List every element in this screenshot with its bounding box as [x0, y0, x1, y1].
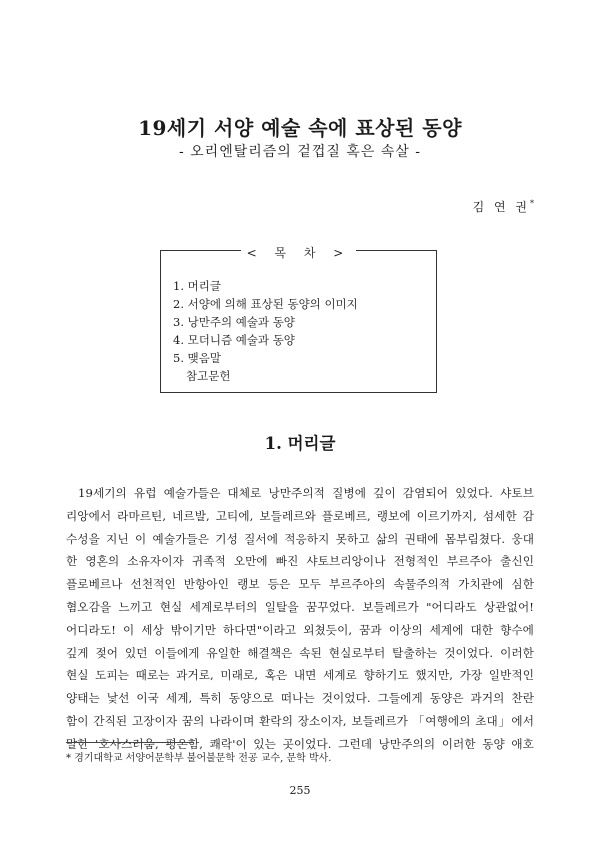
body-line: 한 영혼의 소유자이자 귀족적 오만에 빠진 샤토브리앙이나 전형적인 부르주아 출신인	[66, 554, 534, 569]
body-line: 양태는 낯선 이국 세계, 특히 동양으로 떠나는 것이었다. 그들에게 동양은 과거의 찬란	[66, 691, 534, 706]
toc-item: 참고문헌	[186, 369, 231, 383]
toc-item: 3. 낭만주의 예술과 동양	[173, 315, 295, 329]
page-number: 255	[289, 784, 311, 797]
toc-header: < 목 차 >	[241, 246, 357, 260]
toc-item: 1. 머리글	[173, 279, 221, 293]
body-line: 함이 간직된 고장이자 꿈의 나라이며 환락의 장소이자, 보들레르가 「여행에의 초대」에서	[66, 713, 534, 728]
body-paragraph	[66, 482, 534, 756]
body-line: 수성을 지닌 이 예술가들은 기성 질서에 적응하지 못하고 삶의 권태에 몸부림쳤다. 웅대	[66, 531, 534, 546]
footnote: * 경기대학교 서양어문학부 불어불문학 전공 교수, 문학 박사.	[66, 753, 332, 764]
body-line: 플로베르나 선천적인 반항아인 랭보 등은 모두 부르주아의 속물주의적 가치관에 심한	[66, 577, 534, 592]
toc-item: 4. 모더니즘 예술과 동양	[173, 333, 295, 347]
paper-title: 19세기 서양 예술 속에 표상된 동양	[138, 116, 462, 140]
toc-list	[173, 277, 358, 385]
author-name: 김 연 권	[472, 200, 530, 214]
toc-item: 2. 서양에 의해 표상된 동양의 이미지	[173, 297, 358, 311]
body-line: 혐오감을 느끼고 현실 세계로부터의 일탈을 꿈꾸었다. 보들레르가 "어디라도 상관없어!	[66, 599, 534, 614]
paper-subtitle: - 오리엔탈리즘의 겉껍질 혹은 속살 -	[178, 144, 422, 160]
body-line: 현실 도피는 때로는 과거로, 미래로, 혹은 내면 세계로 향하기도 했지만, 가장 일반적인	[66, 668, 534, 683]
body-line: 어디라도! 이 세상 밖이기만 하다면"이라고 외쳤듯이, 꿈과 이상의 세계에 대한 향수에	[66, 622, 534, 637]
table-of-contents	[160, 246, 437, 393]
body-line: 말한 '호사스러움, 평온함, 쾌락'이 있는 곳이었다. 그런데 낭만주의의 이러한 동양 애호	[66, 736, 534, 751]
body-line: 깊게 젖어 있던 이들에게 유일한 해결책은 속된 현실로부터 탈출하는 것이었다. 이러한	[66, 645, 534, 660]
section-heading: 1. 머리글	[264, 434, 336, 453]
author-footnote-mark: *	[530, 199, 534, 208]
author-line	[473, 198, 534, 215]
body-line: 리앙에서 라마르틴, 네르발, 고티에, 보들레르와 플로베르, 랭보에 이르기까지, 섬세한 감	[66, 508, 534, 523]
body-line: 19세기의 유럽 예술가들은 대체로 낭만주의적 질병에 깊이 감염되어 있었다. 샤토브	[78, 486, 534, 500]
toc-item: 5. 맺음말	[173, 351, 221, 365]
footnote-divider	[66, 742, 194, 743]
